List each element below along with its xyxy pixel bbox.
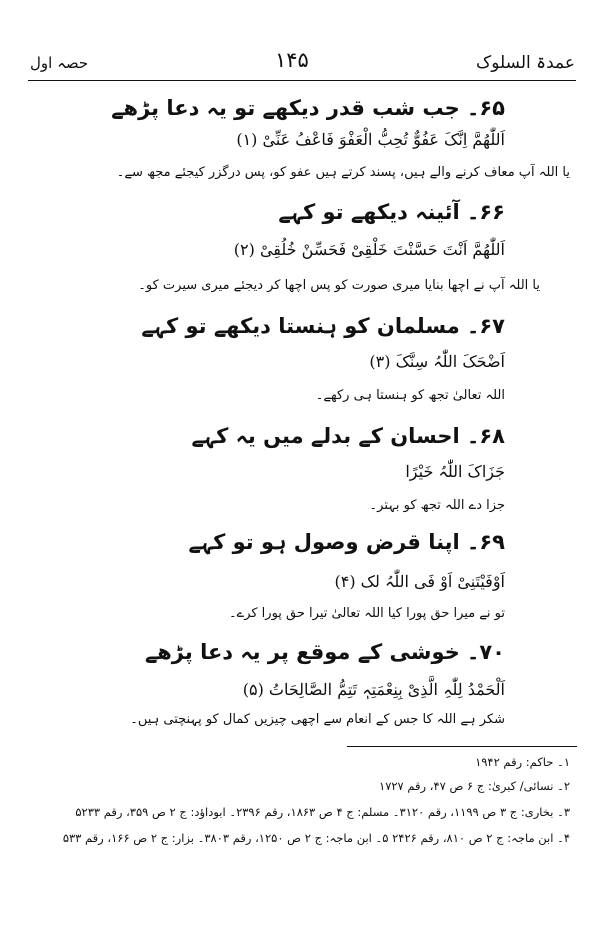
book-title: عمدۃ السلوک: [476, 53, 575, 73]
section-heading: ۶۵۔ جب شب قدر دیکھے تو یہ دعا پڑھے: [111, 96, 505, 120]
urdu-translation: تو نے میرا حق پورا کیا اللہ تعالیٰ تیرا حق پورا کرے۔: [228, 606, 505, 621]
section-heading: ۶۸۔ احسان کے بدلے میں یہ کہے: [191, 424, 505, 448]
footnote: ۱۔ حاکم: رقم ۱۹۴۲: [475, 755, 570, 769]
urdu-translation: شکر ہے اللہ کا جس کے انعام سے اچھی چیزیں کمال کو پہنچتی ہیں۔: [130, 712, 505, 727]
arabic-dua: اَوْفَیْتَنِیْ اَوْ فَی اللّٰہُ لک (۴): [334, 572, 505, 591]
section-heading: ۷۰۔ خوشی کے موقع پر یہ دعا پڑھے: [144, 640, 505, 664]
arabic-dua: اَللّٰھُمَّ اَنْتَ حَسَّنْتَ خَلْقِیْ فَحَسِّنْ خُلُقِیْ (۲): [233, 240, 505, 259]
urdu-translation: یا اللہ آپ نے اچھا بنایا میری صورت کو پس اچھا کر دیجئے میری سیرت کو۔: [138, 278, 540, 293]
arabic-dua: اَللّٰھُمَّ اِنَّکَ عَفُوٌّ تُحِبُّ الْعَفْوَ فَاعْفُ عَنِّیْ (۱): [236, 130, 505, 149]
section-heading: ۶۹۔ اپنا قرض وصول ہو تو کہے: [188, 530, 505, 554]
urdu-translation: یا اللہ آپ معاف کرنے والے ہیں، پسند کرتے ہیں عفو کو، پس درگزر کیجئے مجھ سے۔: [116, 165, 570, 180]
section-heading: ۶۶۔ آئینہ دیکھے تو کہے: [278, 200, 505, 224]
volume-label: حصہ اول: [30, 54, 89, 72]
footnote: ۴۔ ابن ماجہ: ج ۲ ص ۸۱۰، رقم ۲۴۲۶ ۵۔ ابن ماجہ: ج ۲ ص ۱۲۵۰، رقم ۳۸۰۳۔ بزار: ج ۲ ص ۱۶۶، رقم ۵۳۳: [62, 831, 570, 845]
urdu-translation: اللہ تعالیٰ تجھ کو ہنستا ہی رکھے۔: [315, 388, 505, 403]
urdu-translation: جزا دے اللہ تجھ کو بہتر۔: [369, 498, 505, 513]
header-rule: [28, 80, 576, 81]
page-header: [30, 48, 575, 82]
page-number: ۱۴۵: [275, 48, 309, 72]
arabic-dua: اَضْحَکَ اللّٰہُ سِنَّکَ (۳): [369, 352, 505, 371]
section-heading: ۶۷۔ مسلمان کو ہنستا دیکھے تو کہے: [141, 314, 505, 338]
arabic-dua: اَلْحَمْدُ لِلّٰہِ الَّذِیْ بِنِعْمَتِہٖ تَتِمُّ الصَّالِحَاتُ (۵): [242, 680, 505, 699]
footnote-rule: [347, 746, 577, 747]
footnote: ۳۔ بخاری: ج ۳ ص ۱۱۹۹، رقم ۳۱۲۰۔ مسلم: ج ۴ ص ۱۸۶۳، رقم ۲۳۹۶۔ ابوداؤد: ج ۲ ص ۳۵۹، رقم ۵۲۳۳: [75, 805, 570, 819]
arabic-dua: جَزَاکَ اللّٰہُ خَیْرًا: [405, 462, 505, 481]
footnote: ۲۔ نسائی/ کبریٰ: ج ۶ ص ۴۷، رقم ۱۷۲۷: [379, 779, 570, 793]
